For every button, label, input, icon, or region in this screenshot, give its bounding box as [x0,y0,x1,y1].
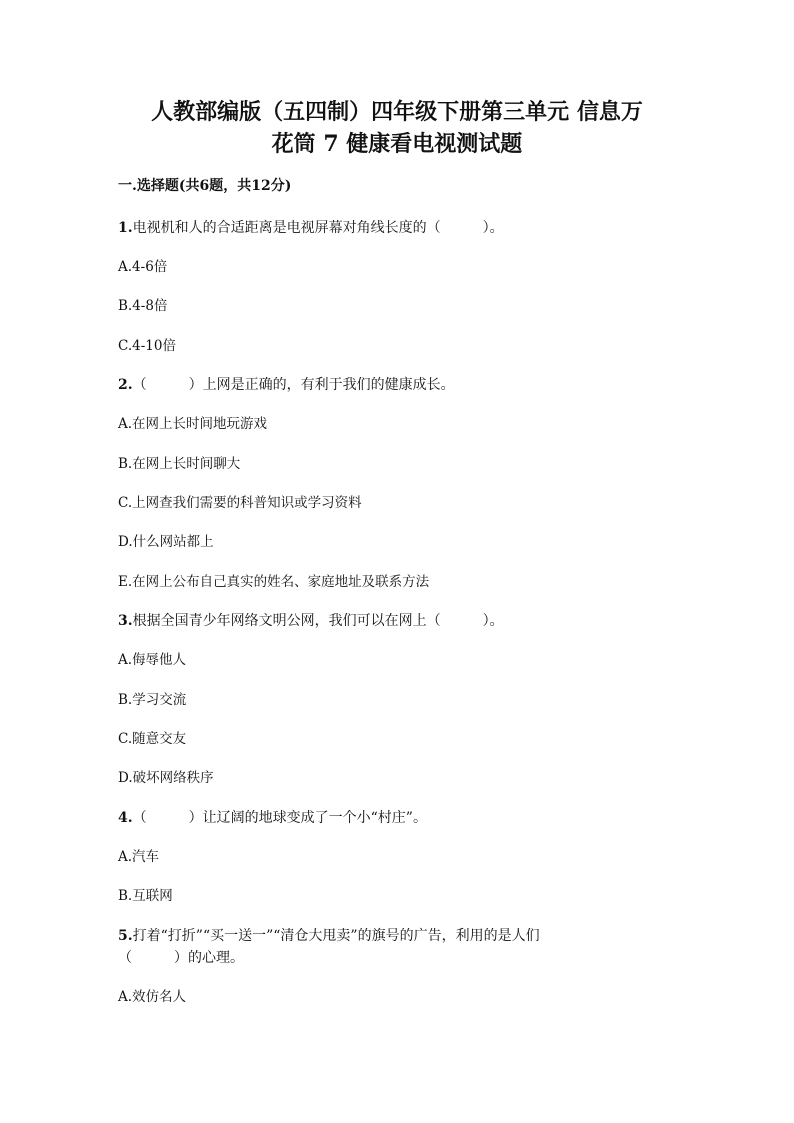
option-2c: C.上网查我们需要的科普知识或学习资料 [118,495,362,511]
question-number: 1. [118,220,133,236]
option-2b: B.在网上长时间聊大 [118,456,241,472]
option-3c: C.随意交友 [118,731,187,747]
option-4b: B.互联网 [118,888,173,904]
option-1a: A.4-6倍 [118,259,168,275]
option-2e: E.在网上公布自己真实的姓名、家庭地址及联系方法 [118,574,430,590]
question-text: 根据全国青少年网络文明公网，我们可以在网上（ ）。 [132,613,504,629]
question-4 [118,808,427,828]
option-1b: B.4-8倍 [118,298,168,314]
option-2a: A.在网上长时间地玩游戏 [118,416,268,432]
question-text: （ ）上网是正确的，有利于我们的健康成长。 [132,377,455,393]
option-1c: C.4-10倍 [118,338,176,354]
question-3 [118,611,504,631]
question-5 [118,926,540,946]
page-title-line-2: 花筒 7 健康看电视测试题 [271,131,523,157]
question-number: 5. [118,928,133,944]
question-number: 4. [118,810,133,826]
question-number: 3. [118,613,133,629]
option-5a: A.效仿名人 [118,989,187,1005]
question-text: 打着“打折”“买一送一”“清仓大甩卖”的旗号的广告，利用的是人们 [132,928,540,944]
option-4a: A.汽车 [118,849,160,865]
question-text: 电视机和人的合适距离是电视屏幕对角线长度的（ ）。 [132,220,504,236]
question-5-continued: （ ）的心理。 [118,950,244,966]
question-text: （ ）让辽阔的地球变成了一个小“村庄”。 [132,810,427,826]
option-3a: A.侮辱他人 [118,652,187,668]
option-2d: D.什么网站都上 [118,534,214,550]
section-heading: 一.选择题(共6题，共12分) [118,178,292,194]
question-1 [118,218,504,238]
question-2 [118,375,455,395]
page-title-line-1: 人教部编版（五四制）四年级下册第三单元 信息万 [151,99,643,125]
option-3b: B.学习交流 [118,692,187,708]
option-3d: D.破坏网络秩序 [118,770,214,786]
question-number: 2. [118,377,133,393]
